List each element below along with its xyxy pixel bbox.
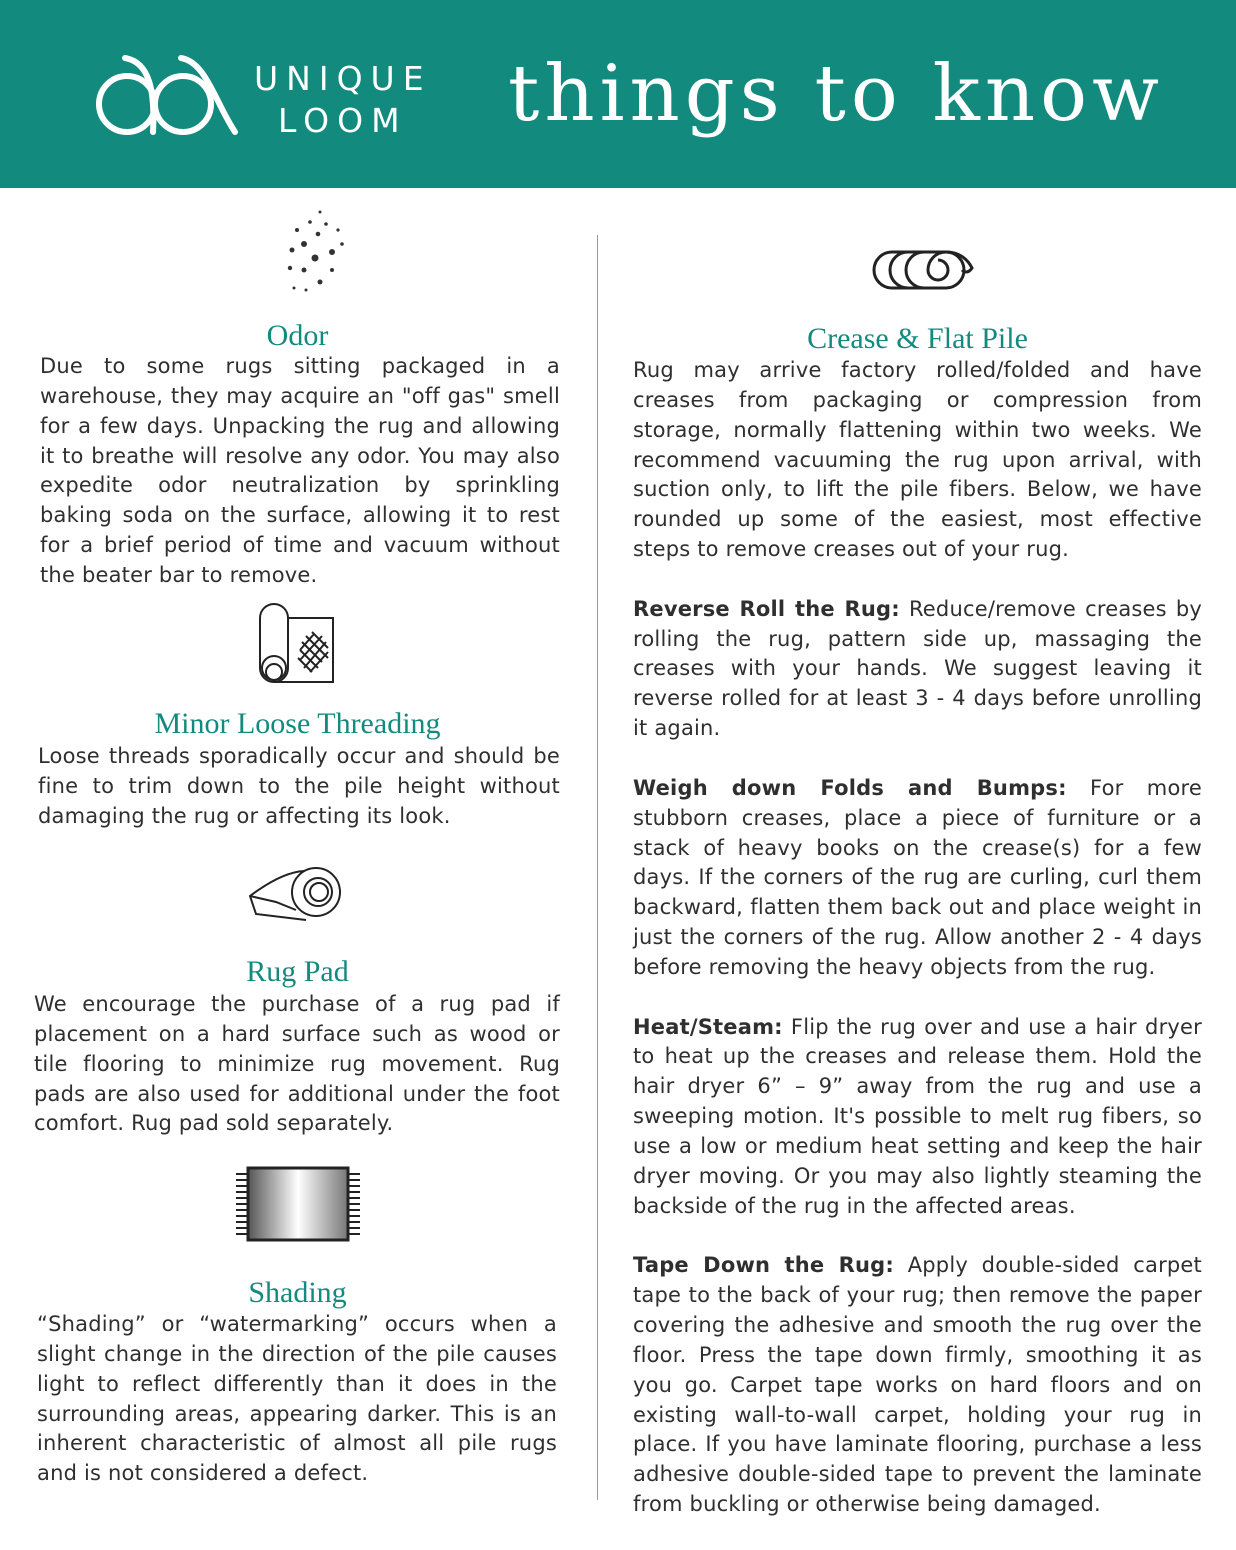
- rug-pad-roll-icon: [246, 866, 346, 924]
- section-title-rug-pad: Rug Pad: [246, 955, 349, 988]
- brand-line-2: LOOM: [277, 101, 408, 140]
- section-title-minor-loose-threading: Minor Loose Threading: [154, 707, 441, 740]
- unique-loom-logo-icon: [95, 52, 240, 138]
- step-label: Weigh down Folds and Bumps:: [633, 775, 1067, 800]
- step-label: Reverse Roll the Rug:: [633, 596, 900, 621]
- step-text: Reduce/remove creases by rolling the rug, pattern side up, massaging the creases with your hands. We suggest leaving it reverse rolled for at least 3 - 4 days before unrolling it again.: [633, 596, 1202, 741]
- shaded-rug-icon: [234, 1166, 362, 1242]
- step-text: Apply double-sided carpet tape to the back of your rug; then remove the paper covering the adhesive and smooth the rug over the floor. Press the tape down firmly, smoothing it as you go. Carpet tape works on hard floors and on existing wall-to-wall carpet, holding your rug in place. If you have laminate flooring, purchase a less adhesive double-sided tape to prevent the laminate from buckling or otherwise being damaged.: [633, 1253, 1202, 1517]
- section-text-shading: “Shading” or “watermarking” occurs when a slight change in the direction of the pile causes light to reflect differently than it does in the surrounding areas, appearing darker. This is an inherent characteristic of almost all pile rugs and is not considered a defect.: [37, 1312, 557, 1486]
- section-text-minor-loose-threading: Loose threads sporadically occur and should be fine to trim down to the pile height without damaging the rug or affecting its look.: [38, 744, 560, 828]
- step-tape-down: [633, 1251, 1202, 1520]
- brand-line-1: UNIQUE: [254, 59, 432, 98]
- step-text: For more stubborn creases, place a piece of furniture or a stack of heavy books on the crease(s) for a few days. If the corners of the rug are curling, curl them backward, flatten them back out and place weight in just the corners of the rug. Allow another 2 - 4 days before removing the heavy objects from the rug.: [633, 775, 1202, 979]
- step-weigh-down: [633, 774, 1202, 983]
- section-title-crease-flat-pile: Crease & Flat Pile: [807, 322, 1028, 355]
- step-heat-steam: [633, 1013, 1202, 1222]
- section-title-odor: Odor: [266, 319, 329, 352]
- column-divider: [597, 235, 598, 1500]
- crease-intro: Rug may arrive factory rolled/folded and have creases from packaging or compression from storage, normally flattening within two weeks. We recommend vacuuming the rug upon arrival, with suction only, to lift the pile fibers. Below, we have rounded up some of the easiest, most effective steps to remove creases out of your rug.: [633, 358, 1202, 562]
- step-label: Heat/Steam:: [633, 1014, 783, 1039]
- step-text: Flip the rug over and use a hair dryer to heat up the creases and release them. Hold the hair dryer 6” – 9” away from the rug and use a sweeping motion. It's possible to melt rug fibers, so use a low or medium heat setting and keep the hair dryer moving. Or you may also lightly steaming the backside of the rug in the affected areas.: [633, 1014, 1202, 1218]
- rolled-rug-icon: [872, 248, 974, 292]
- brand-name: [254, 58, 432, 142]
- section-title-shading: Shading: [248, 1276, 347, 1309]
- step-reverse-roll: [633, 595, 1202, 744]
- header-banner: [0, 0, 1236, 188]
- dots-icon: [282, 208, 352, 296]
- step-label: Tape Down the Rug:: [633, 1253, 895, 1278]
- section-text-odor: Due to some rugs sitting packaged in a warehouse, they may acquire an "off gas" smell for a few days. Unpacking the rug and allowing it to breathe will resolve any odor. You may also expedite odor neutralization by sprinkling baking soda on the surface, allowing it to rest for a brief period of time and vacuum without the beater bar to remove.: [40, 354, 560, 587]
- page-title: things to know: [508, 49, 1164, 139]
- rolled-rug-threads-icon: [256, 602, 336, 686]
- section-text-rug-pad: We encourage the purchase of a rug pad if placement on a hard surface such as wood or tile flooring to minimize rug movement. Rug pads are also used for additional under the foot comfort. Rug pad sold separately.: [34, 992, 560, 1136]
- crease-content: [633, 356, 1202, 1550]
